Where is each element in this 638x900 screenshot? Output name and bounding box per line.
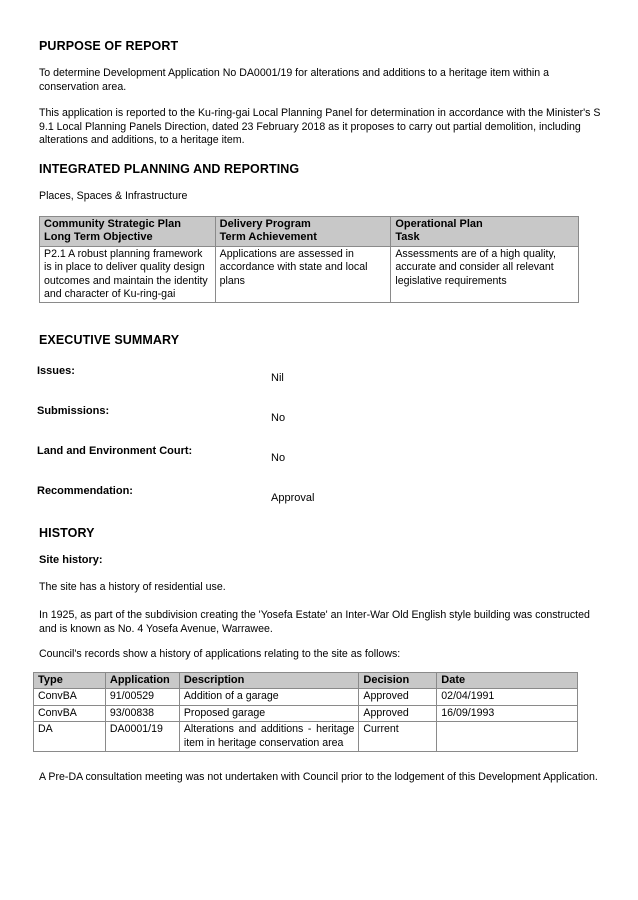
header-text: Operational Plan bbox=[395, 218, 483, 230]
table-row bbox=[34, 689, 578, 705]
history-paragraph-4: A Pre-DA consultation meeting was not undertaken with Council prior to the lodgement of this Development Application. bbox=[39, 771, 598, 783]
table-cell: 16/09/1993 bbox=[437, 705, 578, 721]
integrated-planning-subtitle: Places, Spaces & Infrastructure bbox=[39, 190, 188, 202]
table-cell: Approved bbox=[359, 705, 437, 721]
table-cell: Assessments are of a high quality, accurate and consider all relevant legislative requirements bbox=[391, 246, 579, 303]
executive-summary-heading: EXECUTIVE SUMMARY bbox=[39, 333, 180, 347]
application-history-table bbox=[33, 672, 578, 752]
header-delivery-program bbox=[215, 217, 391, 247]
purpose-paragraph-1: To determine Development Application No DA0001/19 for alterations and additions to a heritage item within a conservation area. bbox=[39, 67, 549, 93]
table-cell: 02/04/1991 bbox=[437, 689, 578, 705]
table-row bbox=[34, 705, 578, 721]
table-cell: ConvBA bbox=[34, 705, 106, 721]
summary-value-court: No bbox=[271, 452, 286, 464]
table-cell: Alterations and additions - heritage item in heritage conservation area bbox=[179, 722, 359, 752]
purpose-paragraph-2: This application is reported to the Ku-ring-gai Local Planning Panel for determination in accordance with the Minister's S 9.1 Local Planning Panels Direction, dated 23 February 2018 as it proposes to carry out partial demolition, including alterations and additions, to a heritage item. bbox=[39, 107, 601, 146]
site-history-subheading: Site history: bbox=[39, 554, 103, 566]
table-cell: Addition of a garage bbox=[179, 689, 359, 705]
table-cell: DA bbox=[34, 722, 106, 752]
header-date: Date bbox=[437, 673, 578, 689]
summary-label-recommendation: Recommendation: bbox=[37, 485, 133, 497]
header-application: Application bbox=[105, 673, 179, 689]
header-text: Delivery Program bbox=[219, 218, 311, 230]
integrated-planning-heading: INTEGRATED PLANNING AND REPORTING bbox=[39, 162, 300, 176]
header-type: Type bbox=[34, 673, 106, 689]
summary-value-submissions: No bbox=[271, 412, 286, 424]
history-paragraph-1: The site has a history of residential use. bbox=[39, 581, 226, 593]
application-history-header-row bbox=[34, 673, 578, 689]
header-text: Community Strategic Plan bbox=[44, 218, 181, 230]
summary-label-submissions: Submissions: bbox=[37, 405, 110, 417]
header-text: Term Achievement bbox=[219, 231, 317, 244]
header-community-strategic-plan bbox=[40, 217, 216, 247]
table-cell: Proposed garage bbox=[179, 705, 359, 721]
table-cell bbox=[437, 722, 578, 752]
history-heading: HISTORY bbox=[39, 526, 95, 540]
table-cell: P2.1 A robust planning framework is in place to deliver quality design outcomes and maintain the identity and character of Ku-ring-gai bbox=[40, 246, 216, 303]
table-cell: ConvBA bbox=[34, 689, 106, 705]
summary-value-issues: Nil bbox=[271, 372, 284, 384]
table-cell: 91/00529 bbox=[105, 689, 179, 705]
table-cell: Applications are assessed in accordance with state and local plans bbox=[215, 246, 391, 303]
header-decision: Decision bbox=[359, 673, 437, 689]
strategic-plan-header-row bbox=[40, 217, 579, 247]
summary-label-court: Land and Environment Court: bbox=[37, 445, 193, 457]
history-paragraph-2: In 1925, as part of the subdivision creating the 'Yosefa Estate' an Inter-War Old English style building was constructed and is known as No. 4 Yosefa Avenue, Warrawee. bbox=[39, 609, 590, 635]
strategic-plan-table bbox=[39, 216, 579, 303]
table-cell: DA0001/19 bbox=[105, 722, 179, 752]
summary-label-issues: Issues: bbox=[37, 365, 75, 377]
table-cell: Current bbox=[359, 722, 437, 752]
history-paragraph-3: Council's records show a history of applications relating to the site as follows: bbox=[39, 648, 401, 660]
header-text: Task bbox=[395, 231, 420, 244]
strategic-plan-row bbox=[40, 246, 579, 303]
header-text: Long Term Objective bbox=[44, 231, 153, 244]
header-description: Description bbox=[179, 673, 359, 689]
table-cell: Approved bbox=[359, 689, 437, 705]
table-cell: 93/00838 bbox=[105, 705, 179, 721]
summary-value-recommendation: Approval bbox=[271, 492, 315, 504]
table-row bbox=[34, 722, 578, 752]
purpose-heading: PURPOSE OF REPORT bbox=[39, 39, 179, 53]
header-operational-plan bbox=[391, 217, 579, 247]
